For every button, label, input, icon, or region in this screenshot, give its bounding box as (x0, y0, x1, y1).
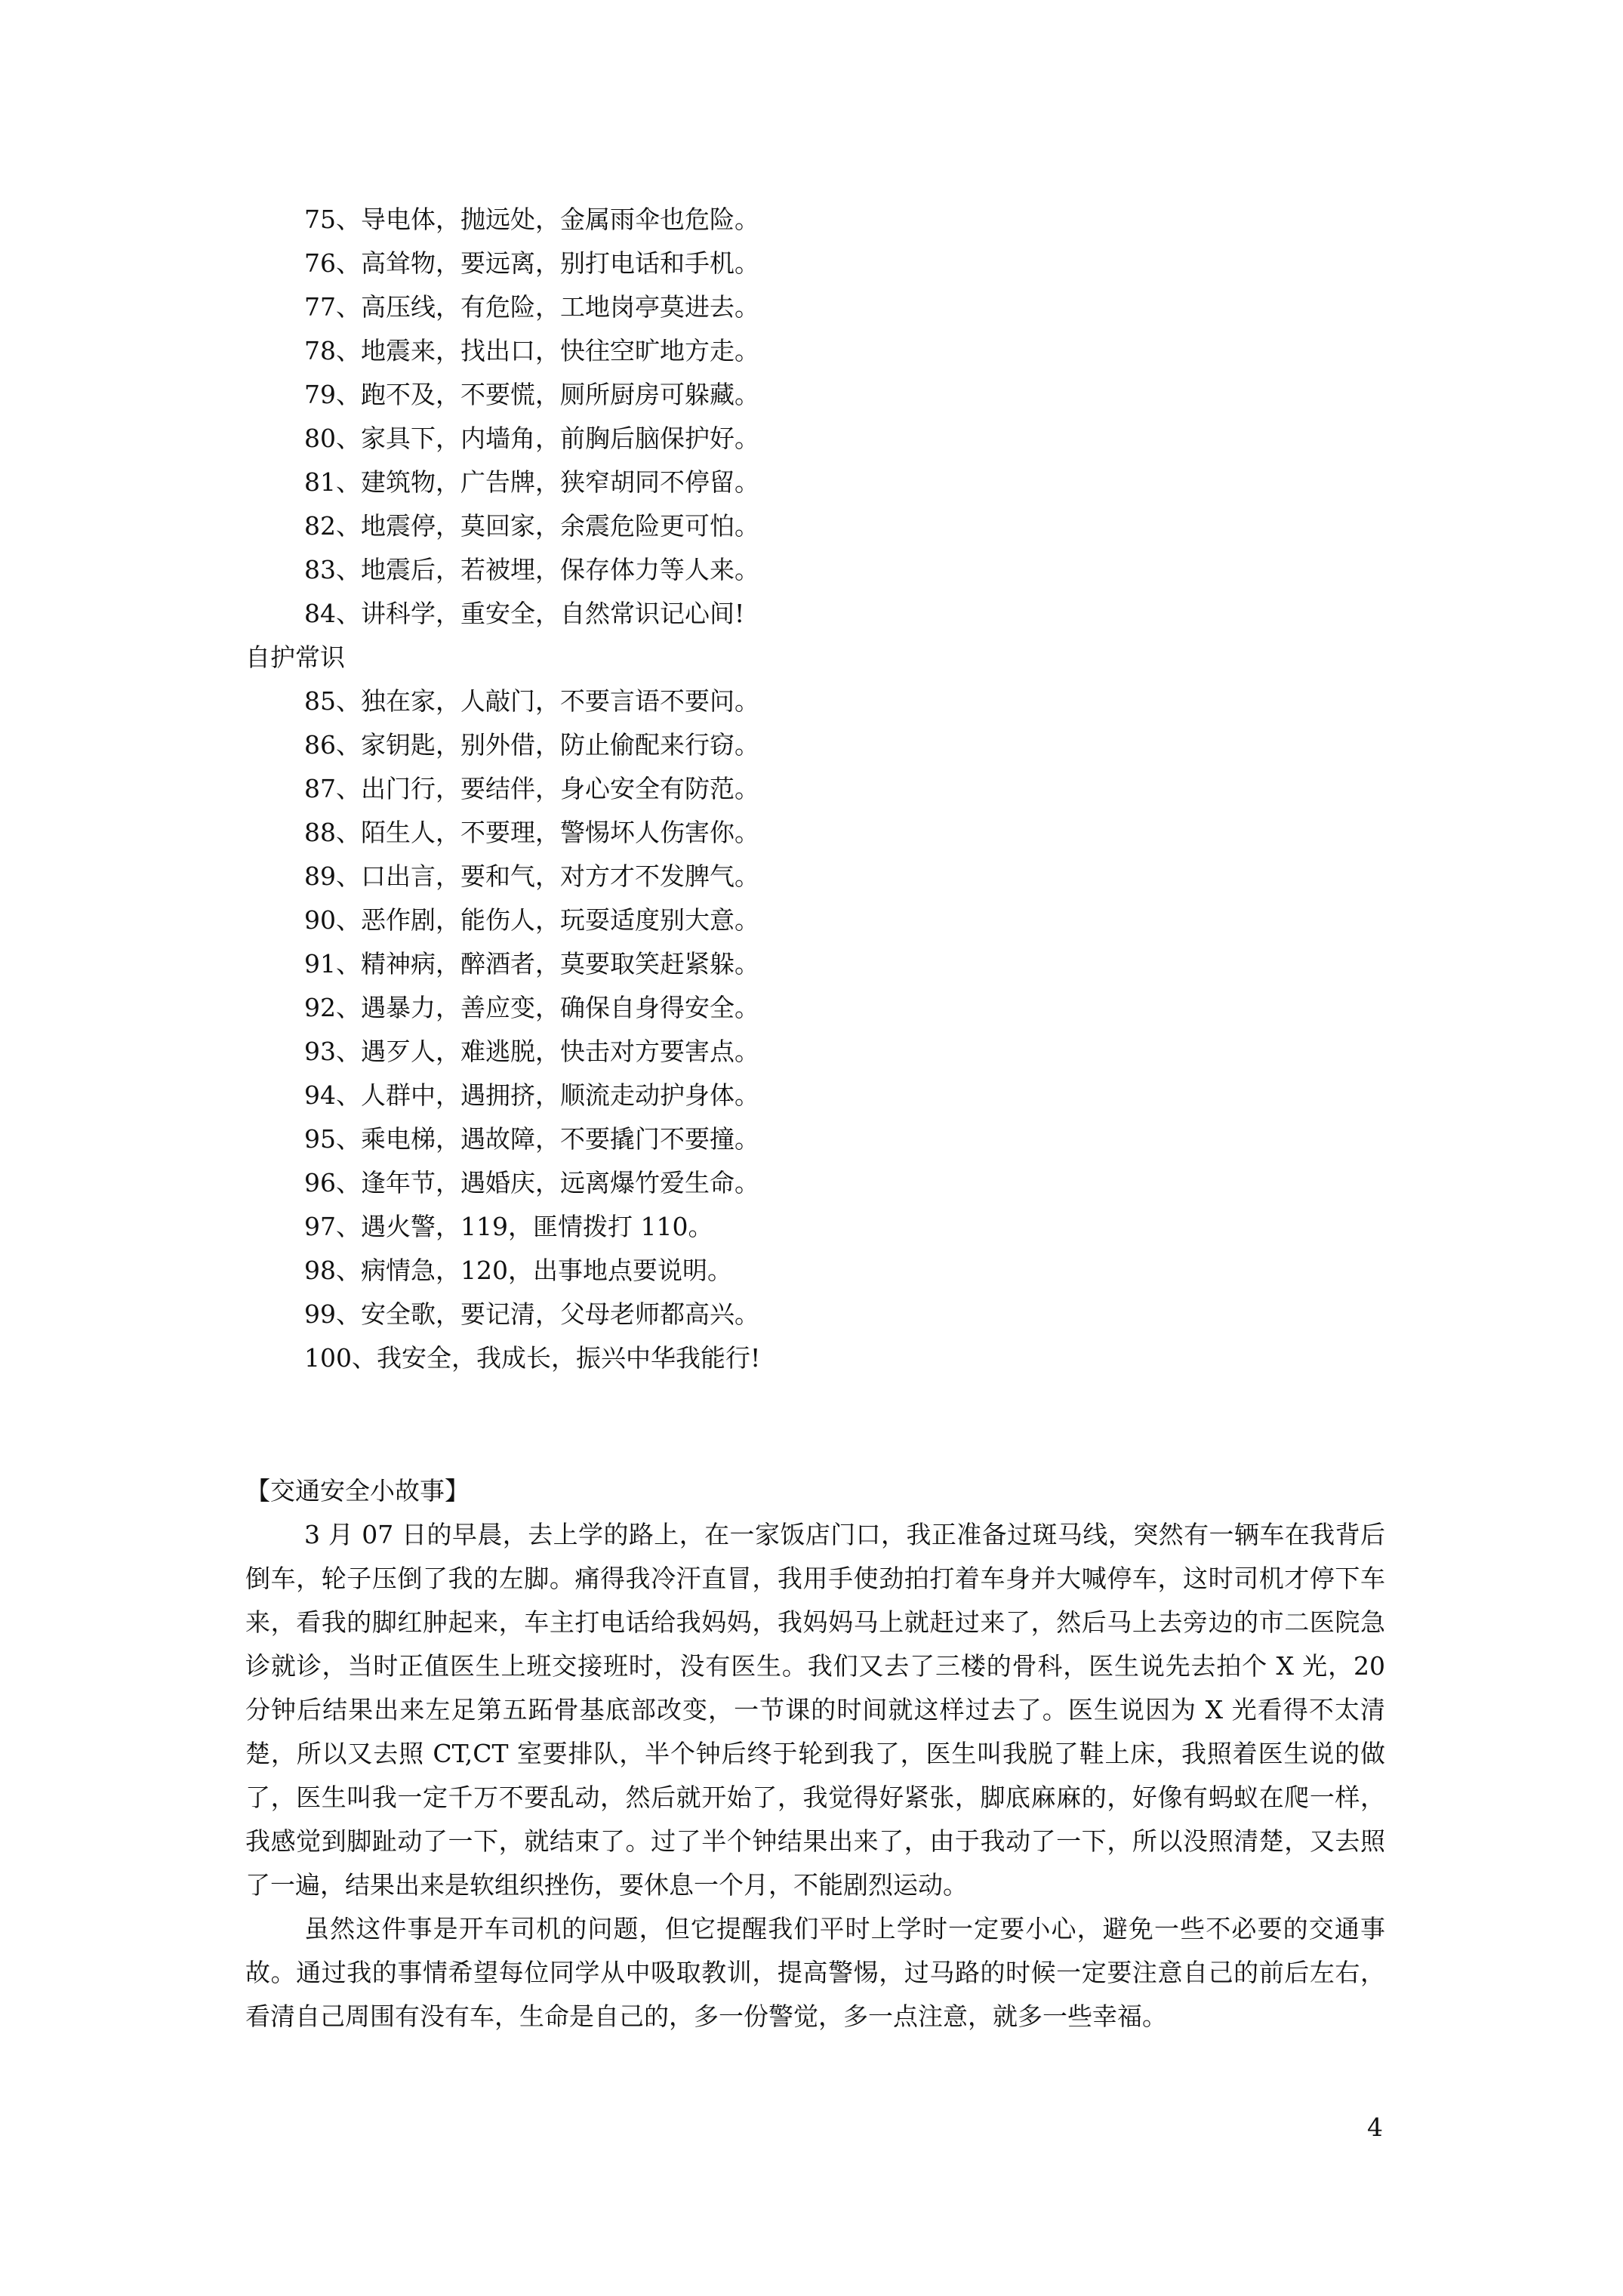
section-heading: 自护常识 (245, 643, 345, 672)
rhyme-line: 95、乘电梯，遇故障，不要撬门不要撞。 (304, 1124, 759, 1154)
rhyme-line: 92、遇暴力，善应变，确保自身得安全。 (304, 993, 759, 1022)
rhyme-line: 93、遇歹人，难逃脱，快击对方要害点。 (304, 1037, 759, 1066)
rhyme-line: 87、出门行，要结伴，身心安全有防范。 (304, 774, 759, 803)
rhyme-line: 96、逢年节，遇婚庆，远离爆竹爱生命。 (304, 1168, 759, 1197)
rhyme-line: 89、口出言，要和气，对方才不发脾气。 (304, 861, 759, 891)
rhyme-line: 84、讲科学，重安全，自然常识记心间! (304, 599, 745, 628)
story-paragraph: 3 月 07 日的早晨，去上学的路上，在一家饭店门口，我正准备过斑马线，突然有一辆车在我背后倒车，轮子压倒了我的左脚。痛得我冷汗直冒，我用手使劲拍打着车身并大喊停车，这时司机才停下车来，看我的脚红肿起来，车主打电话给我妈妈，我妈妈马上就赶过来了，然后马上去旁边的市二医院急诊就诊，当时正值医生上班交接班时，没有医生。我们又去了三楼的骨科，医生说先去拍个 X 光，20 分钟后结果出来左足第五跖骨基底部改变，一节课的时间就这样过去了。医生说因为 X 光看得不太清楚，所以又去照 CT,CT 室要排队，半个钟后终于轮到我了，医生叫我脱了鞋上床，我照着医生说的做了，医生叫我一定千万不要乱动，然后就开始了，我觉得好紧张，脚底麻麻的，好像有蚂蚁在爬一样，我感觉到脚趾动了一下，就结束了。过了半个钟结果出来了，由于我动了一下，所以没照清楚，又去照了一遍，结果出来是软组织挫伤，要休息一个月，不能剧烈运动。 (245, 1520, 1385, 1900)
rhyme-line: 79、跑不及，不要慌，厕所厨房可躲藏。 (304, 380, 759, 409)
rhyme-line: 100、我安全，我成长，振兴中华我能行! (304, 1343, 761, 1373)
rhyme-line: 75、导电体，抛远处，金属雨伞也危险。 (304, 205, 759, 234)
rhyme-line: 76、高耸物，要远离，别打电话和手机。 (304, 248, 759, 278)
story-paragraph: 虽然这件事是开车司机的问题，但它提醒我们平时上学时一定要小心，避免一些不必要的交通事故。通过我的事情希望每位同学从中吸取教训，提高警惕，过马路的时候一定要注意自己的前后左右，看清自己周围有没有车，生命是自己的，多一份警觉，多一点注意，就多一些幸福。 (245, 1914, 1385, 2031)
rhyme-line: 94、人群中，遇拥挤，顺流走动护身体。 (304, 1080, 759, 1110)
rhyme-line: 90、恶作剧，能伤人，玩耍适度别大意。 (304, 905, 759, 935)
rhyme-line: 83、地震后，若被埋，保存体力等人来。 (304, 555, 759, 584)
traffic-safety-story (245, 1469, 1385, 2039)
rhyme-line: 91、精神病，醉酒者，莫要取笑赶紧躲。 (304, 949, 759, 978)
rhyme-line: 99、安全歌，要记清，父母老师都高兴。 (304, 1299, 759, 1329)
rhyme-line: 97、遇火警，119，匪情拨打 110。 (304, 1212, 713, 1241)
rhyme-line: 88、陌生人，不要理，警惕坏人伤害你。 (304, 818, 759, 847)
safety-rhymes-list (245, 198, 1423, 1380)
story-title: 【交通安全小故事】 (245, 1476, 470, 1505)
rhyme-line: 86、家钥匙，别外借，防止偷配来行窃。 (304, 730, 759, 760)
rhyme-line: 80、家具下，内墙角，前胸后脑保护好。 (304, 424, 759, 453)
rhyme-line: 85、独在家，人敲门，不要言语不要问。 (304, 686, 759, 716)
rhyme-line: 82、地震停，莫回家，余震危险更可怕。 (304, 511, 759, 541)
rhyme-line: 78、地震来，找出口，快往空旷地方走。 (304, 336, 759, 365)
rhyme-line: 77、高压线，有危险，工地岗亭莫进去。 (304, 292, 759, 322)
rhyme-line: 98、病情急，120，出事地点要说明。 (304, 1256, 732, 1285)
page-number: 4 (1367, 2113, 1383, 2142)
rhyme-line: 81、建筑物，广告牌，狭窄胡同不停留。 (304, 467, 759, 497)
